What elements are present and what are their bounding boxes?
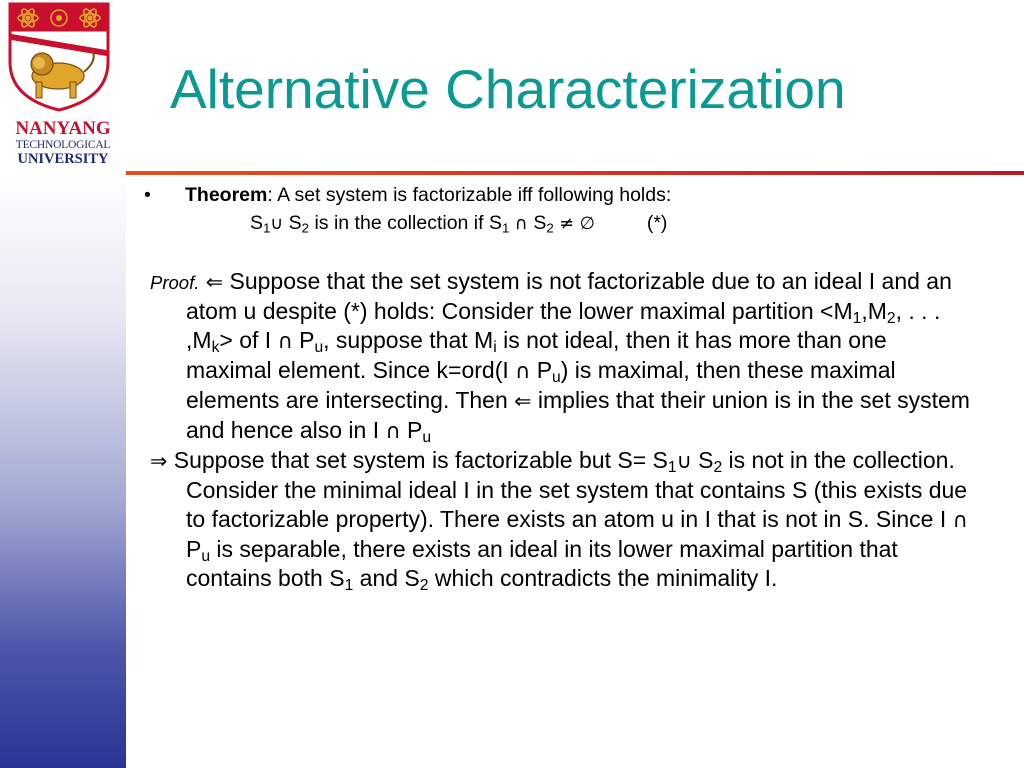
proof-forward-paragraph <box>140 267 970 446</box>
proof-text: ) is maximal, then these maximal elements are intersecting. Then <box>186 357 896 413</box>
proof-text: implies that their union is in the set system and hence also in I <box>186 387 970 443</box>
cond-subscript: 2 <box>301 220 310 236</box>
proof-text: is separable, there exists an ideal in its lower maximal partition that contains both S <box>186 536 898 591</box>
proof-text: Suppose that set system is factorizable but S= S <box>167 447 668 473</box>
not-equal-empty-symbol: ≠ ∅ <box>553 214 595 234</box>
theorem-label: Theorem <box>185 184 268 206</box>
proof-text: , . . . ,M <box>186 298 941 353</box>
crest-icon <box>8 2 110 112</box>
cond-subscript: 1 <box>263 220 271 236</box>
proof-subscript: 2 <box>713 458 723 476</box>
cond-subscript: 2 <box>546 220 554 236</box>
left-arrow-icon: ⇐ <box>205 270 224 294</box>
bullet-icon: • <box>144 184 151 206</box>
proof-subscript: u <box>552 368 561 386</box>
proof-subscript: u <box>201 547 211 565</box>
proof-text: is not ideal, then it has more than one maximal element. Since k=ord(I <box>186 327 887 383</box>
proof-text: > of I <box>219 327 278 353</box>
title-rule <box>126 171 1024 175</box>
right-arrow-icon: ⇒ <box>150 449 168 473</box>
cond-text: S <box>250 212 264 234</box>
cond-text: S <box>283 212 302 234</box>
proof-text: , suppose that M <box>323 327 494 353</box>
proof-text: S <box>691 447 714 473</box>
proof-text: P <box>186 536 202 562</box>
logo-text-university: UNIVERSITY <box>17 151 109 167</box>
proof-text: Suppose that the set system is not factorizable due to an ideal I and an atom u despite (*) holds: Consider the lower maximal partition <M <box>186 268 952 324</box>
theorem-text: : A set system is factorizable iff following holds: <box>267 184 672 206</box>
cond-subscript: 1 <box>501 220 510 236</box>
proof-subscript: u <box>314 338 324 356</box>
proof-subscript: i <box>493 338 497 356</box>
proof-subscript: 1 <box>344 576 354 594</box>
university-logo <box>0 0 126 172</box>
theorem-condition <box>140 210 970 237</box>
left-arrow-icon: ⇐ <box>514 389 532 413</box>
proof-text: which contradicts the minimality I. <box>428 565 778 591</box>
union-symbol: ∪ <box>270 214 284 234</box>
proof-backward-paragraph <box>140 446 970 593</box>
cond-text: is in the collection if S <box>309 212 502 234</box>
slide-body <box>140 182 970 593</box>
proof-label: Proof. <box>150 272 200 293</box>
intersection-symbol: ∩ <box>952 508 968 532</box>
intersection-symbol: ∩ <box>515 359 531 383</box>
proof-text: P <box>292 327 315 353</box>
intersection-symbol: ∩ <box>509 214 534 234</box>
intersection-symbol: ∩ <box>385 419 401 443</box>
union-symbol: ∪ <box>676 449 692 473</box>
proof-text: ,M <box>861 298 887 324</box>
theorem-bullet <box>140 182 970 208</box>
intersection-symbol: ∩ <box>277 329 293 353</box>
logo-text-technological: TECHNOLOGICAL <box>15 139 111 151</box>
star-marker: (*) <box>646 212 668 234</box>
proof-subscript: 2 <box>419 576 429 594</box>
proof-text: P <box>400 417 423 443</box>
proof-subscript: k <box>211 338 220 356</box>
proof-subscript: u <box>422 428 432 446</box>
slide-title: Alternative Characterization <box>170 58 846 120</box>
side-gradient-band <box>0 175 126 768</box>
proof-subscript: 2 <box>886 309 896 327</box>
cond-text: S <box>533 212 547 234</box>
proof-text: and S <box>353 565 420 591</box>
proof-subscript: 1 <box>667 458 677 476</box>
proof-text: is not in the collection. Consider the minimal ideal I in the set system that contains S (this exists due to factorizable property). There exists an atom u in I that is not in S. Since I <box>186 447 968 532</box>
proof-text: P <box>530 357 553 383</box>
proof-subscript: 1 <box>852 309 862 327</box>
logo-text-nanyang: NANYANG <box>15 118 111 139</box>
